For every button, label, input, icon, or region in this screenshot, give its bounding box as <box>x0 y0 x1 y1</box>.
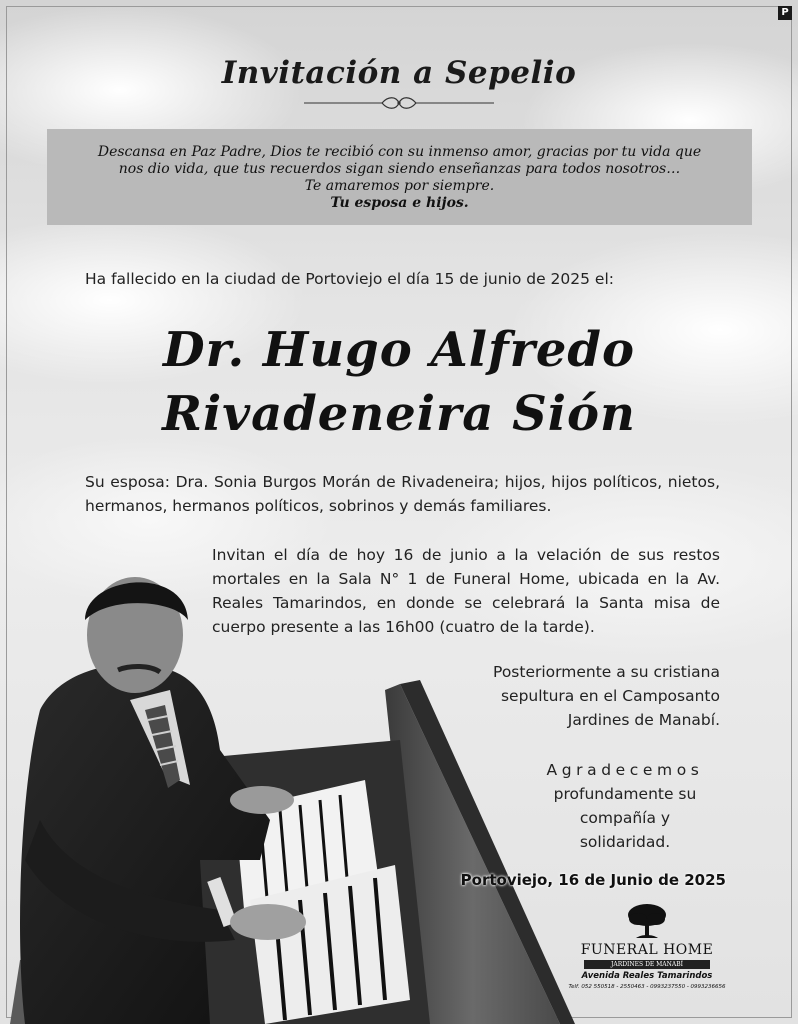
deceased-name-line2: Rivadeneira Sión <box>162 386 636 442</box>
funeral-home-logo <box>562 900 732 1010</box>
thanks-line: solidaridad. <box>579 833 671 851</box>
burial-paragraph <box>440 660 720 732</box>
prayer-box <box>47 129 752 225</box>
thanks-line: compañía y <box>579 809 671 827</box>
funeral-home-address: Avenida Reales Tamarindos <box>581 971 713 981</box>
title-divider-ornament <box>304 95 494 111</box>
prayer-line: Descansa en Paz Padre, Dios te recibió con su inmenso amor, gracias por tu vida que <box>97 144 702 160</box>
invitation-title: Invitación a Sepelio <box>221 55 577 91</box>
prayer-line: nos dio vida, que tus recuerdos sigan siendo enseñanzas para todos nosotros… <box>118 161 681 177</box>
burial-line: sepultura en el Camposanto <box>500 687 720 705</box>
funeral-home-name: FUNERAL HOME <box>580 942 714 958</box>
thanks-line: profundamente su <box>553 785 697 803</box>
thanks-line: Agradecemos <box>546 761 704 779</box>
burial-line: Posteriormente a su cristiana <box>493 663 720 681</box>
death-announcement: Ha fallecido en la ciudad de Portoviejo el día 15 de junio de 2025 el: <box>85 270 614 288</box>
tree-icon <box>626 902 668 940</box>
funeral-home-subtitle: JARDINES DE MANABÍ <box>584 960 710 969</box>
family-paragraph: Su esposa: Dra. Sonia Burgos Morán de Rivadeneira; hijos, hijos políticos, nietos, hermanos, hermanos políticos, sobrinos y demás familiares. <box>85 473 720 515</box>
place-and-date: Portoviejo, 16 de Junio de 2025 <box>460 871 726 889</box>
deceased-name-line1: Dr. Hugo Alfredo <box>163 322 635 378</box>
wake-paragraph: Invitan el día de hoy 16 de junio a la velación de sus restos mortales en la Sala N° 1 de Funeral Home, ubicada en la Av. Reales Tamarindos, en donde se celebrará la Santa misa de cuerpo presente a las 16h00 (cuatro de la tarde). <box>212 546 720 636</box>
prayer-signature: Tu esposa e hijos. <box>330 195 469 211</box>
funeral-home-phones: Telf. 052 550518 - 2550463 - 0993237550 - 0993236656 <box>568 984 726 990</box>
thanks-paragraph <box>530 758 720 854</box>
burial-line: Jardines de Manabí. <box>567 711 720 729</box>
prayer-line: Te amaremos por siempre. <box>304 178 495 194</box>
corner-mark: P <box>778 6 792 20</box>
